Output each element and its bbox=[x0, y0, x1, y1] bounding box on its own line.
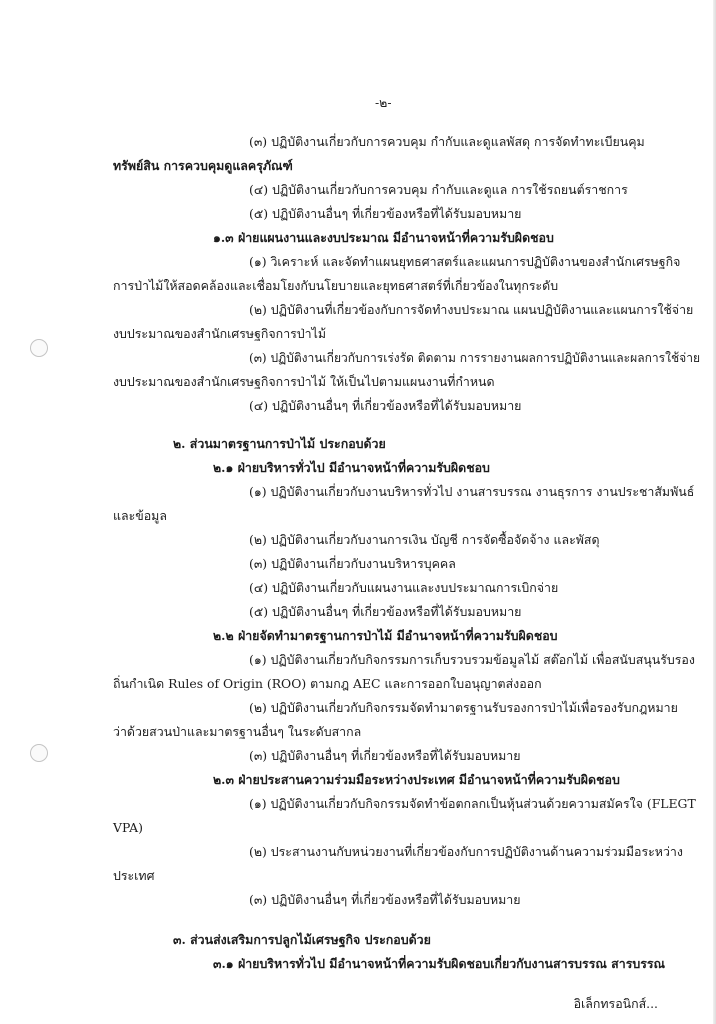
text-line: (๓) ปฏิบัติงานเกี่ยวกับการเร่งรัด ติดตาม การรายงานผลการปฏิบัติงานและผลการใช้จ่าย bbox=[249, 350, 701, 365]
text-line: ถิ่นกำเนิด Rules of Origin (ROO) ตามกฎ AEC และการออกใบอนุญาตส่งออก bbox=[113, 676, 542, 691]
text-line: (๔) ปฏิบัติงานอื่นๆ ที่เกี่ยวข้องหรือที่ได้รับมอบหมาย bbox=[249, 398, 522, 413]
section-heading: ๓. ส่วนส่งเสริมการปลูกไม้เศรษฐกิจ ประกอบด้วย bbox=[173, 932, 431, 947]
text-line: ประเทศ bbox=[113, 868, 155, 883]
text-line: งบประมาณของสำนักเศรษฐกิจการป่าไม้ bbox=[113, 326, 327, 341]
text-line: (๒) ประสานงานกับหน่วยงานที่เกี่ยวข้องกับการปฏิบัติงานด้านความร่วมมือระหว่าง bbox=[249, 844, 683, 859]
text-line: (๓) ปฏิบัติงานเกี่ยวกับงานบริหารบุคคล bbox=[249, 556, 456, 571]
text-line: (๑) ปฏิบัติงานเกี่ยวกับกิจกรรมการเก็บรวบรวมข้อมูลไม้ สต๊อกไม้ เพื่อสนับสนุนรับรอง bbox=[249, 652, 695, 667]
text-line: ว่าด้วยสวนป่าและมาตรฐานอื่นๆ ในระดับสากล bbox=[113, 724, 362, 739]
text-line: (๓) ปฏิบัติงานอื่นๆ ที่เกี่ยวข้องหรือที่ได้รับมอบหมาย bbox=[249, 748, 521, 763]
text-line: (๔) ปฏิบัติงานเกี่ยวกับการควบคุม กำกับและดูแล การใช้รถยนต์ราชการ bbox=[249, 182, 628, 197]
section-heading: ๓.๑ ฝ่ายบริหารทั่วไป มีอำนาจหน้าที่ความรับผิดชอบเกี่ยวกับงานสารบรรณ สารบรรณ bbox=[213, 956, 666, 971]
text-line: (๒) ปฏิบัติงานที่เกี่ยวข้องกับการจัดทำงบประมาณ แผนปฏิบัติงานและแผนการใช้จ่าย bbox=[249, 302, 694, 317]
text-line: การป่าไม้ให้สอดคล้องและเชื่อมโยงกับนโยบายและยุทธศาสตร์ที่เกี่ยวข้องในทุกระดับ bbox=[113, 278, 559, 293]
section-heading: ๒.๒ ฝ่ายจัดทำมาตรฐานการป่าไม้ มีอำนาจหน้าที่ความรับผิดชอบ bbox=[213, 628, 558, 643]
text-line: (๔) ปฏิบัติงานเกี่ยวกับแผนงานและงบประมาณการเบิกจ่าย bbox=[249, 580, 559, 595]
section-heading: ๑.๓ ฝ่ายแผนงานและงบประมาณ มีอำนาจหน้าที่ความรับผิดชอบ bbox=[213, 230, 554, 245]
section-heading: ๒. ส่วนมาตรฐานการป่าไม้ ประกอบด้วย bbox=[173, 436, 386, 451]
text-line: (๕) ปฏิบัติงานอื่นๆ ที่เกี่ยวข้องหรือที่ได้รับมอบหมาย bbox=[249, 604, 522, 619]
text-line: (๒) ปฏิบัติงานเกี่ยวกับงานการเงิน บัญชี การจัดซื้อจัดจ้าง และพัสดุ bbox=[249, 532, 600, 547]
page-number: -๒- bbox=[375, 95, 392, 110]
text-line: VPA) bbox=[113, 820, 143, 835]
text-line: (๑) ปฏิบัติงานเกี่ยวกับงานบริหารทั่วไป งานสารบรรณ งานธุรการ งานประชาสัมพันธ์ bbox=[249, 484, 695, 499]
text-line: (๕) ปฏิบัติงานอื่นๆ ที่เกี่ยวข้องหรือที่ได้รับมอบหมาย bbox=[249, 206, 522, 221]
text-line: (๑) วิเคราะห์ และจัดทำแผนยุทธศาสตร์และแผนการปฏิบัติงานของสำนักเศรษฐกิจ bbox=[249, 254, 681, 269]
section-heading: ๒.๑ ฝ่ายบริหารทั่วไป มีอำนาจหน้าที่ความรับผิดชอบ bbox=[213, 460, 490, 475]
text-line: งบประมาณของสำนักเศรษฐกิจการป่าไม้ ให้เป็นไปตามแผนงานที่กำหนด bbox=[113, 374, 495, 389]
text-line: และข้อมูล bbox=[113, 508, 167, 523]
text-line: (๓) ปฏิบัติงานเกี่ยวกับการควบคุม กำกับและดูแลพัสดุ การจัดทำทะเบียนคุม bbox=[249, 134, 645, 149]
binder-hole-icon bbox=[30, 744, 48, 762]
binder-hole-icon bbox=[30, 339, 48, 357]
section-heading: ๒.๓ ฝ่ายประสานความร่วมมือระหว่างประเทศ มีอำนาจหน้าที่ความรับผิดชอบ bbox=[213, 772, 620, 787]
text-line: ทรัพย์สิน การควบคุมดูแลครุภัณฑ์ bbox=[113, 158, 293, 173]
text-line: (๓) ปฏิบัติงานอื่นๆ ที่เกี่ยวข้องหรือที่ได้รับมอบหมาย bbox=[249, 892, 521, 907]
text-line: (๒) ปฏิบัติงานเกี่ยวกับกิจกรรมจัดทำมาตรฐานรับรองการป่าไม้เพื่อรองรับกฎหมาย bbox=[249, 700, 678, 715]
continuation-text: อิเล็กทรอนิกส์... bbox=[573, 996, 658, 1011]
text-line: (๑) ปฏิบัติงานเกี่ยวกับกิจกรรมจัดทำข้อตกลกเป็นหุ้นส่วนด้วยความสมัครใจ (FLEGT bbox=[249, 796, 696, 811]
